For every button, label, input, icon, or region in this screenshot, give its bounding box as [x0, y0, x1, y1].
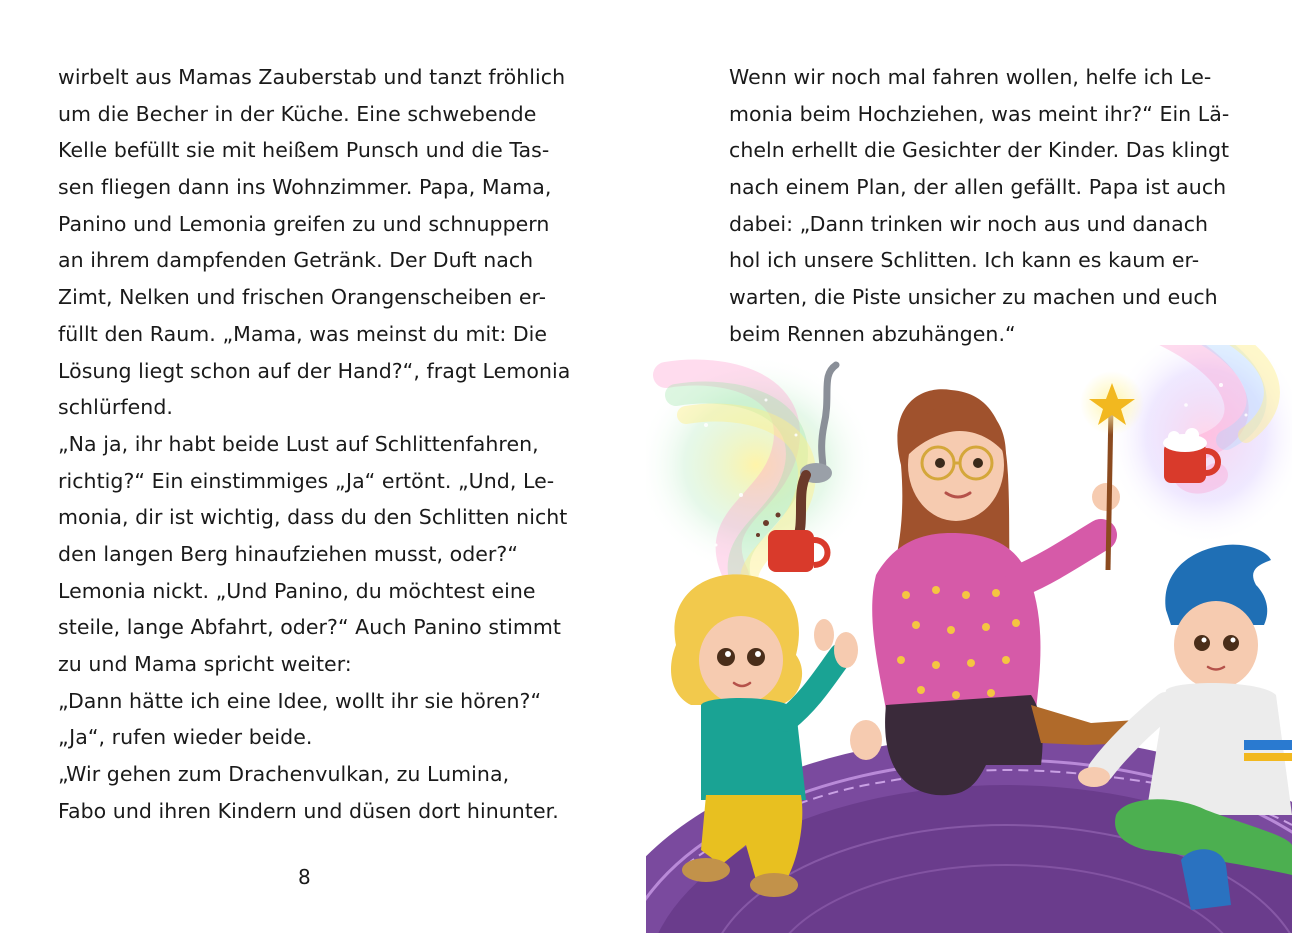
right-page	[646, 0, 1292, 933]
illustration	[646, 345, 1292, 933]
text-line: steile, lange Abfahrt, oder?“ Auch Panino stimmt	[58, 615, 562, 640]
text-line: Kelle befüllt sie mit heißem Punsch und die Tas-	[58, 138, 550, 163]
text-line: dabei: „Dann trinken wir noch aus und danach	[729, 211, 1209, 236]
text-line: schlürfend.	[58, 395, 173, 420]
text-line: nach einem Plan, der allen gefällt. Papa ist auch	[729, 175, 1227, 200]
text-line: warten, die Piste unsicher zu machen und euch	[729, 285, 1218, 310]
text-line: Zimt, Nelken und frischen Orangenscheiben er-	[58, 285, 547, 310]
text-line: zu und Mama spricht weiter:	[58, 652, 352, 676]
left-page-text	[58, 59, 570, 829]
text-line: „Dann hätte ich eine Idee, wollt ihr sie hören?“	[58, 688, 542, 713]
text-line: wirbelt aus Mamas Zauberstab und tanzt fröhlich	[58, 65, 566, 89]
text-line: monia, dir ist wichtig, dass du den Schlitten nicht	[58, 505, 568, 530]
text-line: den langen Berg hinaufziehen musst, oder?“	[58, 541, 519, 566]
text-line: Wenn wir noch mal fahren wollen, helfe ich Le-	[729, 65, 1212, 89]
text-line: Lösung liegt schon auf der Hand?“, fragt Lemonia	[58, 358, 571, 383]
text-line: „Na ja, ihr habt beide Lust auf Schlittenfahren,	[58, 431, 539, 456]
text-line: „Ja“, rufen wieder beide.	[58, 725, 313, 750]
text-line: richtig?“ Ein einstimmiges „Ja“ ertönt. „Und, Le-	[58, 468, 555, 493]
text-line: cheln erhellt die Gesichter der Kinder. Das klingt	[729, 138, 1230, 163]
text-line: beim Rennen abzuhängen.“	[729, 321, 1016, 346]
text-line: Lemonia nickt. „Und Panino, du möchtest eine	[58, 578, 536, 603]
text-line: „Wir gehen zum Drachenvulkan, zu Lumina,	[58, 762, 510, 787]
text-line: um die Becher in der Küche. Eine schwebende	[58, 101, 537, 126]
text-line: füllt den Raum. „Mama, was meinst du mit: Die	[58, 321, 548, 346]
right-page-text	[729, 59, 1229, 353]
mother-figure	[850, 371, 1144, 795]
text-line: Fabo und ihren Kindern und düsen dort hinunter.	[58, 798, 559, 823]
text-line: sen fliegen dann ins Wohnzimmer. Papa, Mama,	[58, 175, 552, 200]
text-line: an ihrem dampfenden Getränk. Der Duft nach	[58, 248, 534, 273]
page-number: 8	[298, 865, 311, 889]
text-line: monia beim Hochziehen, was meint ihr?“ Ein Lä-	[729, 101, 1230, 126]
text-line: Panino und Lemonia greifen zu und schnuppern	[58, 211, 550, 236]
text-line: hol ich unsere Schlitten. Ich kann es kaum er-	[729, 248, 1200, 273]
illustration-svg	[646, 345, 1292, 933]
